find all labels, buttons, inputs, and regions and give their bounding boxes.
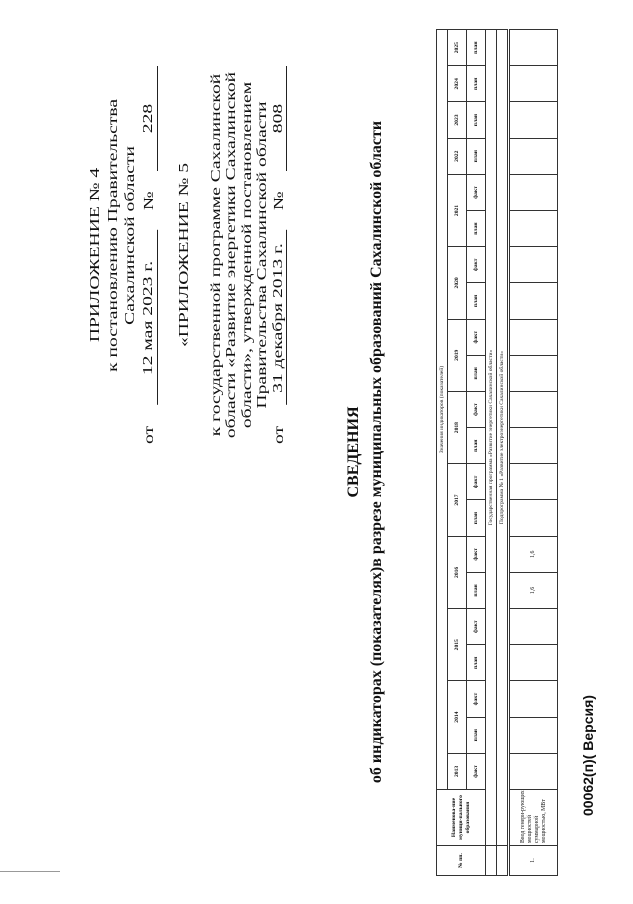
year-header: 2024 <box>448 66 467 102</box>
plan-fact-header: факт <box>467 753 486 789</box>
indicator-value <box>509 247 558 283</box>
decree-date: 31 декабря 2013 г. <box>271 231 288 406</box>
indicator-value <box>509 645 558 681</box>
appendix-5-line4: Правительства Сахалинской области <box>255 101 270 409</box>
document-subtitle: об индикаторах (показателях)в разрезе муниципальных образований Сахалинской области <box>368 120 385 784</box>
decree-number: 228 <box>140 66 159 171</box>
appendix-5-title: «ПРИЛОЖЕНИЕ № 5 <box>177 162 192 348</box>
indicator-value <box>509 102 558 138</box>
appendix-5-block <box>177 66 287 444</box>
indicator-value <box>509 717 558 753</box>
plan-fact-header: план <box>467 211 486 247</box>
plan-fact-header: план <box>467 355 486 391</box>
col-header-name: Наименова-ние муници-пального образования <box>437 790 486 846</box>
appendix-5-line3: области», утвержденной постановлением <box>239 81 255 429</box>
subprogram-row <box>497 30 509 876</box>
indicator-value <box>509 211 558 247</box>
number-label: № <box>271 191 287 211</box>
plan-fact-header: план <box>467 102 486 138</box>
year-header: 2015 <box>448 609 467 681</box>
plan-fact-header: факт <box>467 174 486 210</box>
appendix-5-date-line <box>271 66 288 444</box>
year-header: 2020 <box>448 247 467 319</box>
from-label: от <box>271 425 287 444</box>
program-title: Государственная программа «Развитие энергетики Сахалинской области» <box>486 30 497 846</box>
plan-fact-header: факт <box>467 319 486 355</box>
year-header: 2014 <box>448 681 467 753</box>
appendix-4-date-line <box>140 66 159 444</box>
plan-fact-header: факт <box>467 609 486 645</box>
year-header: 2017 <box>448 464 467 536</box>
group-header: Значения индикаторов (показателей) <box>437 30 448 790</box>
plan-fact-header: факт <box>467 464 486 500</box>
col-header-no: № пп. <box>437 846 486 876</box>
plan-fact-header: план <box>467 138 486 174</box>
year-header: 2021 <box>448 174 467 246</box>
table-row <box>509 30 558 876</box>
number-label: № <box>141 191 157 211</box>
indicator-value <box>509 283 558 319</box>
appendix-5-line2: области «Развитие энергетики Сахалинской <box>224 71 239 439</box>
indicator-value <box>509 391 558 427</box>
indicator-name: Ввод генери-рующих мощностей суммарной мощностью, МВт <box>509 790 558 846</box>
indicator-value <box>509 500 558 536</box>
indicator-value <box>509 753 558 789</box>
plan-fact-header: план <box>467 572 486 608</box>
indicator-value <box>509 30 558 66</box>
document-title: СВЕДЕНИЯ <box>345 406 362 498</box>
indicator-value <box>509 319 558 355</box>
plan-fact-header: факт <box>467 681 486 717</box>
indicator-value: 1,6 <box>509 536 558 572</box>
plan-fact-header: план <box>467 428 486 464</box>
indicator-value <box>509 428 558 464</box>
plan-fact-header: план <box>467 717 486 753</box>
indicator-value <box>509 681 558 717</box>
appendix-5-line1: к государственной программе Сахалинской <box>208 73 224 437</box>
plan-fact-header: факт <box>467 391 486 427</box>
plan-fact-header: план <box>467 66 486 102</box>
decree-number: 808 <box>271 66 288 171</box>
year-header: 2023 <box>448 102 467 138</box>
plan-fact-header: факт <box>467 536 486 572</box>
indicator-value <box>509 138 558 174</box>
row-number: 1. <box>509 846 558 876</box>
scan-edge-line <box>0 871 60 872</box>
appendix-4-block <box>87 66 158 444</box>
from-label: от <box>141 425 157 444</box>
indicator-value <box>509 66 558 102</box>
indicator-value <box>509 464 558 500</box>
indicator-value: 1,6 <box>509 572 558 608</box>
appendix-4-line2: Сахалинской области <box>123 145 138 325</box>
plan-fact-header: план <box>467 30 486 66</box>
year-header: 2019 <box>448 319 467 391</box>
year-header: 2022 <box>448 138 467 174</box>
plan-fact-header: факт <box>467 247 486 283</box>
appendix-4-title: ПРИЛОЖЕНИЕ № 4 <box>88 167 103 343</box>
indicator-value <box>509 609 558 645</box>
indicator-value <box>509 174 558 210</box>
decree-date: 12 мая 2023 г. <box>140 231 159 406</box>
year-header: 2018 <box>448 391 467 463</box>
year-header: 2016 <box>448 536 467 608</box>
year-header: 2013 <box>448 753 467 789</box>
indicator-value <box>509 355 558 391</box>
subprogram-title: Подпрограмма № 1 «Развитие электроэнергетики Сахалинской области» <box>497 30 509 846</box>
appendix-4-line1: к постановлению Правительства <box>105 98 121 372</box>
year-header: 2025 <box>448 30 467 66</box>
program-row <box>486 30 497 876</box>
plan-fact-header: план <box>467 283 486 319</box>
plan-fact-header: план <box>467 500 486 536</box>
plan-fact-header: план <box>467 645 486 681</box>
indicators-table <box>436 29 558 876</box>
version-label: 00062(п)( Версия) <box>580 695 596 816</box>
